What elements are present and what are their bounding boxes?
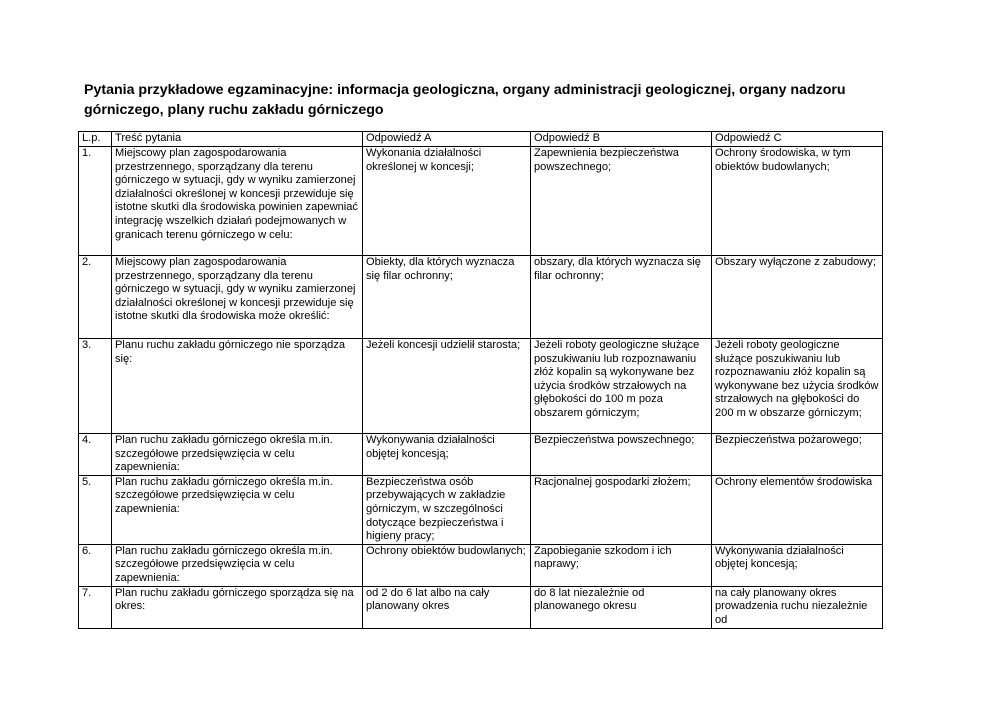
question-text: Planu ruchu zakładu górniczego nie sporządza się: bbox=[112, 339, 363, 434]
row-number: 7. bbox=[79, 586, 112, 628]
document-title: Pytania przykładowe egzaminacyjne: informacja geologiczna, organy administracji geologicznej, organy nadzoru górniczego, plany ruchu zakładu górniczego bbox=[84, 82, 846, 118]
answer-c: Obszary wyłączone z zabudowy; bbox=[712, 256, 883, 339]
question-text: Miejscowy plan zagospodarowania przestrzennego, sporządzany dla terenu górniczego w sytuacji, gdy w wyniku zamierzonej działalności określonej w koncesji przewiduje się istotne skutki dla środowiska powinien zapewniać integrację wszelkich działań podejmowanych w granicach terenu górniczego w celu: bbox=[112, 147, 363, 256]
header-answer-b: Odpowiedź B bbox=[531, 132, 712, 147]
answer-a: Wykonania działalności określonej w koncesji; bbox=[363, 147, 531, 256]
answer-b: Bezpieczeństwa powszechnego; bbox=[531, 434, 712, 476]
question-text: Plan ruchu zakładu górniczego określa m.in. szczegółowe przedsięwzięcia w celu zapewnienia: bbox=[112, 475, 363, 544]
answer-a: Ochrony obiektów budowlanych; bbox=[363, 544, 531, 586]
answer-b: obszary, dla których wyznacza się filar ochronny; bbox=[531, 256, 712, 339]
table-row bbox=[79, 256, 883, 339]
answer-a: Obiekty, dla których wyznacza się filar ochronny; bbox=[363, 256, 531, 339]
table-row bbox=[79, 147, 883, 256]
row-number: 3. bbox=[79, 339, 112, 434]
answer-c: Wykonywania działalności objętej koncesją; bbox=[712, 544, 883, 586]
answer-a: Wykonywania działalności objętej koncesją; bbox=[363, 434, 531, 476]
questions-table bbox=[78, 131, 883, 629]
table-row bbox=[79, 434, 883, 476]
header-answer-a: Odpowiedź A bbox=[363, 132, 531, 147]
row-number: 5. bbox=[79, 475, 112, 544]
answer-b: do 8 lat niezależnie od planowanego okresu bbox=[531, 586, 712, 628]
header-lp: L.p. bbox=[79, 132, 112, 147]
answer-a: Bezpieczeństwa osób przebywających w zakładzie górniczym, w szczególności dotyczące bezpieczeństwa i higieny pracy; bbox=[363, 475, 531, 544]
question-text: Plan ruchu zakładu górniczego określa m.in. szczegółowe przedsięwzięcia w celu zapewnienia: bbox=[112, 544, 363, 586]
table-row bbox=[79, 475, 883, 544]
question-text: Plan ruchu zakładu górniczego sporządza się na okres: bbox=[112, 586, 363, 628]
answer-c: Ochrony elementów środowiska bbox=[712, 475, 883, 544]
answer-b: Zapewnienia bezpieczeństwa powszechnego; bbox=[531, 147, 712, 256]
answer-c: Ochrony środowiska, w tym obiektów budowlanych; bbox=[712, 147, 883, 256]
answer-b: Jeżeli roboty geologiczne służące poszukiwaniu lub rozpoznawaniu złóż kopalin są wykonywane bez użycia środków strzałowych na głębokości do 100 m poza obszarem górniczym; bbox=[531, 339, 712, 434]
question-text: Miejscowy plan zagospodarowania przestrzennego, sporządzany dla terenu górniczego w sytuacji, gdy w wyniku zamierzonej działalności określonej w koncesji przewiduje się istotne skutki dla środowiska może określić: bbox=[112, 256, 363, 339]
answer-b: Racjonalnej gospodarki złożem; bbox=[531, 475, 712, 544]
row-number: 4. bbox=[79, 434, 112, 476]
row-number: 2. bbox=[79, 256, 112, 339]
answer-b: Zapobieganie szkodom i ich naprawy; bbox=[531, 544, 712, 586]
table-row bbox=[79, 339, 883, 434]
answer-a: Jeżeli koncesji udzielił starosta; bbox=[363, 339, 531, 434]
header-answer-c: Odpowiedź C bbox=[712, 132, 883, 147]
answer-c: Bezpieczeństwa pożarowego; bbox=[712, 434, 883, 476]
table-row bbox=[79, 544, 883, 586]
answer-c: na cały planowany okres prowadzenia ruchu niezależnie od bbox=[712, 586, 883, 628]
header-question: Treść pytania bbox=[112, 132, 363, 147]
row-number: 1. bbox=[79, 147, 112, 256]
row-number: 6. bbox=[79, 544, 112, 586]
table-row bbox=[79, 586, 883, 628]
answer-c: Jeżeli roboty geologiczne służące poszukiwaniu lub rozpoznawaniu złóż kopalin są wykonywane bez użycia środków strzałowych na głębokości do 200 m w obszarze górniczym; bbox=[712, 339, 883, 434]
table-header-row bbox=[79, 132, 883, 147]
answer-a: od 2 do 6 lat albo na cały planowany okres bbox=[363, 586, 531, 628]
question-text: Plan ruchu zakładu górniczego określa m.in. szczegółowe przedsięwzięcia w celu zapewnienia: bbox=[112, 434, 363, 476]
